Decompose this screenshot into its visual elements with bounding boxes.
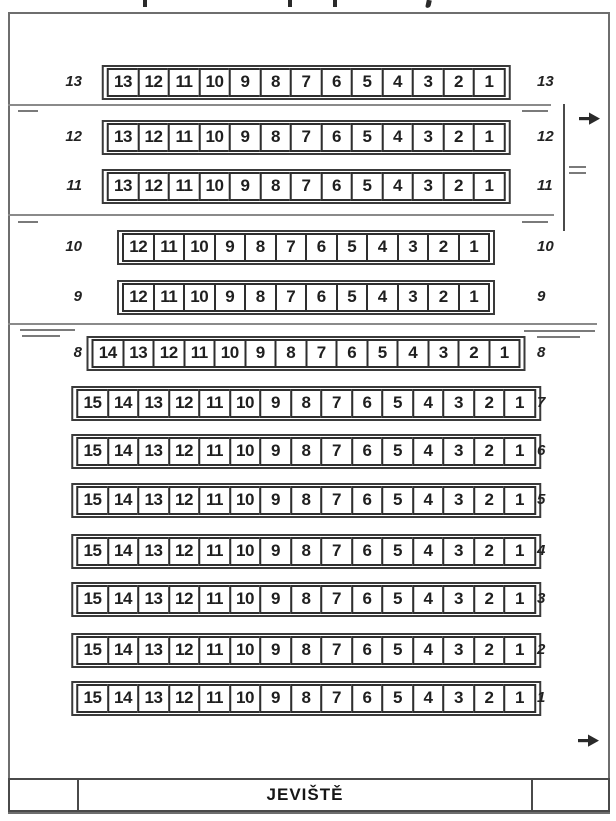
aisle-dash-icon [537, 336, 580, 338]
seat[interactable]: 6 [351, 437, 384, 466]
seat-row [71, 534, 541, 569]
seat[interactable]: 11 [153, 233, 186, 262]
row-label-right: 1 [537, 689, 546, 706]
seat-row [102, 169, 511, 204]
aisle-dash-icon [522, 110, 548, 112]
seat[interactable]: 2 [427, 233, 460, 262]
seat[interactable]: 12 [168, 389, 201, 418]
section-divider [8, 104, 551, 106]
seat[interactable]: 5 [381, 636, 414, 665]
seat[interactable]: 5 [336, 233, 369, 262]
seat[interactable]: 11 [198, 537, 231, 566]
seat[interactable]: 14 [107, 537, 140, 566]
seat[interactable]: 10 [214, 339, 247, 368]
seat[interactable]: 1 [458, 233, 491, 262]
seat[interactable]: 13 [122, 339, 155, 368]
row-label-right: 9 [537, 288, 546, 305]
row-label-left: 12 [65, 128, 82, 145]
row-label-right: 5 [537, 491, 546, 508]
seat[interactable]: 12 [168, 684, 201, 713]
seat[interactable]: 2 [442, 68, 475, 97]
seat[interactable]: 8 [290, 684, 323, 713]
seat-row [71, 681, 541, 716]
seat[interactable]: 15 [76, 389, 109, 418]
seat[interactable]: 1 [488, 339, 521, 368]
seat[interactable]: 5 [351, 172, 384, 201]
seat[interactable]: 1 [473, 68, 506, 97]
seat[interactable]: 2 [442, 123, 475, 152]
seat-row [117, 230, 495, 265]
seat[interactable]: 9 [229, 123, 262, 152]
aisle-dash-icon [18, 110, 38, 112]
seat[interactable]: 13 [107, 123, 140, 152]
seat[interactable]: 2 [473, 389, 506, 418]
seat[interactable]: 12 [168, 537, 201, 566]
seat[interactable]: 14 [107, 684, 140, 713]
seat[interactable]: 6 [351, 684, 384, 713]
row-label-right: 4 [537, 542, 546, 559]
seat[interactable]: 3 [442, 537, 475, 566]
seat[interactable]: 2 [473, 537, 506, 566]
seat-row [102, 65, 511, 100]
seat[interactable]: 6 [305, 233, 338, 262]
row-label-right: 3 [537, 590, 546, 607]
seat[interactable]: 9 [229, 68, 262, 97]
cropped-title-fragment [143, 0, 147, 7]
seat[interactable]: 3 [442, 389, 475, 418]
seat[interactable]: 11 [168, 123, 201, 152]
seat[interactable]: 8 [244, 283, 277, 312]
seat[interactable]: 7 [320, 636, 353, 665]
row-label-left: 9 [73, 288, 82, 305]
seat[interactable]: 4 [412, 389, 445, 418]
seat[interactable]: 9 [259, 636, 292, 665]
stage-label: JEVIŠTĚ [79, 780, 533, 810]
seat[interactable]: 1 [503, 684, 536, 713]
aisle-dash-icon [20, 329, 75, 331]
seat[interactable]: 10 [229, 486, 262, 515]
seat[interactable]: 8 [290, 389, 323, 418]
seat[interactable]: 11 [183, 339, 216, 368]
seat[interactable]: 12 [122, 283, 155, 312]
seat[interactable]: 13 [137, 684, 170, 713]
seat[interactable]: 13 [137, 585, 170, 614]
seat[interactable]: 11 [198, 585, 231, 614]
cropped-title-fragment [333, 0, 337, 7]
seat[interactable]: 7 [320, 684, 353, 713]
seat[interactable]: 9 [214, 283, 247, 312]
seat[interactable]: 11 [198, 636, 231, 665]
seat[interactable]: 4 [381, 172, 414, 201]
aisle-dash-icon [18, 221, 38, 223]
seat[interactable]: 2 [473, 437, 506, 466]
seat[interactable]: 3 [442, 486, 475, 515]
seat[interactable]: 4 [412, 636, 445, 665]
seat[interactable]: 4 [412, 537, 445, 566]
seat[interactable]: 4 [366, 283, 399, 312]
seat[interactable]: 7 [320, 437, 353, 466]
seat[interactable]: 6 [351, 585, 384, 614]
seat[interactable]: 6 [305, 283, 338, 312]
seat[interactable]: 2 [442, 172, 475, 201]
seat[interactable]: 12 [168, 486, 201, 515]
seat[interactable]: 13 [137, 636, 170, 665]
seat[interactable]: 5 [366, 339, 399, 368]
seat[interactable]: 8 [290, 486, 323, 515]
seat[interactable]: 4 [412, 437, 445, 466]
seat[interactable]: 3 [442, 684, 475, 713]
row-label-right: 13 [537, 73, 554, 90]
seat[interactable]: 12 [137, 123, 170, 152]
seat[interactable]: 6 [351, 636, 384, 665]
seat[interactable]: 14 [107, 585, 140, 614]
seat[interactable]: 5 [336, 283, 369, 312]
seat[interactable]: 9 [259, 486, 292, 515]
aisle-line [563, 104, 565, 231]
aisle-dash-icon [569, 166, 586, 168]
seat[interactable]: 7 [290, 123, 323, 152]
row-label-right: 6 [537, 442, 546, 459]
seat[interactable]: 10 [183, 233, 216, 262]
seat[interactable]: 9 [259, 585, 292, 614]
seat[interactable]: 3 [397, 233, 430, 262]
seat[interactable]: 2 [458, 339, 491, 368]
seat[interactable]: 5 [381, 585, 414, 614]
seat[interactable]: 1 [458, 283, 491, 312]
seat[interactable]: 1 [503, 389, 536, 418]
seat[interactable]: 14 [107, 486, 140, 515]
seat[interactable]: 11 [198, 684, 231, 713]
seat[interactable]: 12 [168, 636, 201, 665]
seat[interactable]: 5 [381, 437, 414, 466]
seat[interactable]: 11 [198, 486, 231, 515]
seat[interactable]: 9 [259, 537, 292, 566]
seat[interactable]: 7 [275, 233, 308, 262]
seat[interactable]: 13 [107, 68, 140, 97]
seat-row [87, 336, 526, 371]
seat[interactable]: 6 [320, 123, 353, 152]
seat[interactable]: 8 [259, 172, 292, 201]
entrance-arrow-icon [578, 733, 599, 748]
seat[interactable]: 2 [473, 585, 506, 614]
seat[interactable]: 2 [473, 636, 506, 665]
section-divider [8, 323, 597, 325]
stage-left-cell [10, 780, 79, 810]
seat[interactable]: 12 [122, 233, 155, 262]
seat[interactable]: 3 [442, 437, 475, 466]
seat[interactable]: 13 [107, 172, 140, 201]
seat[interactable]: 6 [351, 537, 384, 566]
seat[interactable]: 5 [381, 537, 414, 566]
seat[interactable]: 13 [137, 486, 170, 515]
row-label-right: 12 [537, 128, 554, 145]
seat[interactable]: 6 [320, 172, 353, 201]
seat[interactable]: 11 [198, 389, 231, 418]
seat[interactable]: 2 [427, 283, 460, 312]
stage-bar [8, 778, 610, 812]
seat[interactable]: 3 [442, 585, 475, 614]
seat[interactable]: 10 [198, 68, 231, 97]
seat[interactable]: 3 [397, 283, 430, 312]
aisle-dash-icon [524, 330, 595, 332]
seat[interactable]: 1 [503, 437, 536, 466]
seat[interactable]: 8 [290, 537, 323, 566]
entrance-arrow-icon [579, 111, 600, 126]
seat[interactable]: 8 [244, 233, 277, 262]
seat[interactable]: 4 [381, 123, 414, 152]
seat[interactable]: 8 [290, 585, 323, 614]
row-label-left: 10 [65, 238, 82, 255]
seat[interactable]: 5 [351, 123, 384, 152]
seat[interactable]: 10 [229, 585, 262, 614]
seat-row [71, 386, 541, 421]
seat[interactable]: 3 [442, 636, 475, 665]
seat[interactable]: 1 [503, 537, 536, 566]
seat[interactable]: 3 [412, 172, 445, 201]
seat[interactable]: 11 [168, 68, 201, 97]
seat[interactable]: 11 [153, 283, 186, 312]
seat[interactable]: 8 [259, 68, 292, 97]
stage-right-cell [533, 780, 608, 810]
seat[interactable]: 8 [290, 437, 323, 466]
seat[interactable]: 12 [153, 339, 186, 368]
seat[interactable]: 9 [259, 437, 292, 466]
seat[interactable]: 5 [381, 486, 414, 515]
seat[interactable]: 9 [244, 339, 277, 368]
seat[interactable]: 4 [366, 233, 399, 262]
seat[interactable]: 5 [351, 68, 384, 97]
seat[interactable]: 10 [229, 389, 262, 418]
seat[interactable]: 7 [275, 283, 308, 312]
seat[interactable]: 9 [259, 389, 292, 418]
seat[interactable]: 7 [290, 172, 323, 201]
cropped-title-fragment [288, 0, 292, 7]
seat-row [71, 434, 541, 469]
seat[interactable]: 12 [137, 172, 170, 201]
cropped-title-fragment [425, 0, 432, 8]
seat[interactable]: 10 [229, 684, 262, 713]
seat[interactable]: 7 [320, 486, 353, 515]
seat[interactable]: 14 [107, 389, 140, 418]
seat[interactable]: 15 [76, 636, 109, 665]
seat[interactable]: 8 [259, 123, 292, 152]
seat-row [117, 280, 495, 315]
seat[interactable]: 3 [427, 339, 460, 368]
seat[interactable]: 11 [168, 172, 201, 201]
row-label-right: 8 [537, 344, 546, 361]
seat[interactable]: 15 [76, 437, 109, 466]
seat[interactable]: 1 [503, 486, 536, 515]
seat[interactable]: 3 [412, 68, 445, 97]
seat[interactable]: 4 [412, 684, 445, 713]
seat[interactable]: 7 [290, 68, 323, 97]
row-label-right: 2 [537, 641, 546, 658]
row-label-right: 7 [537, 394, 546, 411]
seat[interactable]: 1 [473, 123, 506, 152]
seat[interactable]: 8 [275, 339, 308, 368]
seat-row [71, 582, 541, 617]
seat[interactable]: 6 [320, 68, 353, 97]
seat[interactable]: 7 [320, 537, 353, 566]
seat[interactable]: 12 [137, 68, 170, 97]
seat[interactable]: 14 [107, 437, 140, 466]
seat[interactable]: 12 [168, 585, 201, 614]
aisle-dash-icon [22, 335, 60, 337]
seat[interactable]: 4 [397, 339, 430, 368]
seat[interactable]: 7 [320, 585, 353, 614]
seat[interactable]: 1 [503, 585, 536, 614]
seat[interactable]: 7 [305, 339, 338, 368]
aisle-dash-icon [569, 172, 586, 174]
seat[interactable]: 13 [137, 389, 170, 418]
seat[interactable]: 10 [229, 537, 262, 566]
row-label-left: 8 [73, 344, 82, 361]
section-divider [8, 214, 554, 216]
row-label-left: 13 [65, 73, 82, 90]
seat[interactable]: 15 [76, 585, 109, 614]
row-label-right: 10 [537, 238, 554, 255]
seat[interactable]: 10 [229, 636, 262, 665]
seat[interactable]: 9 [259, 684, 292, 713]
seat[interactable]: 12 [168, 437, 201, 466]
seat[interactable]: 9 [229, 172, 262, 201]
seat[interactable]: 4 [381, 68, 414, 97]
seat[interactable]: 4 [412, 486, 445, 515]
seat[interactable]: 2 [473, 684, 506, 713]
seat[interactable]: 13 [137, 537, 170, 566]
seat[interactable]: 7 [320, 389, 353, 418]
seat[interactable]: 10 [183, 283, 216, 312]
seat[interactable]: 4 [412, 585, 445, 614]
seat[interactable]: 3 [412, 123, 445, 152]
seat[interactable]: 9 [214, 233, 247, 262]
seat[interactable]: 13 [137, 437, 170, 466]
seat[interactable]: 10 [198, 123, 231, 152]
aisle-dash-icon [522, 221, 548, 223]
seat[interactable]: 2 [473, 486, 506, 515]
seat[interactable]: 1 [503, 636, 536, 665]
seat[interactable]: 15 [76, 537, 109, 566]
seat[interactable]: 5 [381, 389, 414, 418]
row-label-left: 11 [66, 177, 82, 194]
seat[interactable]: 11 [198, 437, 231, 466]
seat[interactable]: 15 [76, 684, 109, 713]
seat[interactable]: 6 [351, 486, 384, 515]
seat[interactable]: 1 [473, 172, 506, 201]
seat-row [102, 120, 511, 155]
seat-row [71, 633, 541, 668]
seat[interactable]: 14 [92, 339, 125, 368]
seat[interactable]: 14 [107, 636, 140, 665]
row-label-right: 11 [537, 177, 553, 194]
seat[interactable]: 10 [229, 437, 262, 466]
seat[interactable]: 8 [290, 636, 323, 665]
seat[interactable]: 15 [76, 486, 109, 515]
seat[interactable]: 6 [336, 339, 369, 368]
seat[interactable]: 5 [381, 684, 414, 713]
seat-row [71, 483, 541, 518]
seat[interactable]: 6 [351, 389, 384, 418]
seat[interactable]: 10 [198, 172, 231, 201]
